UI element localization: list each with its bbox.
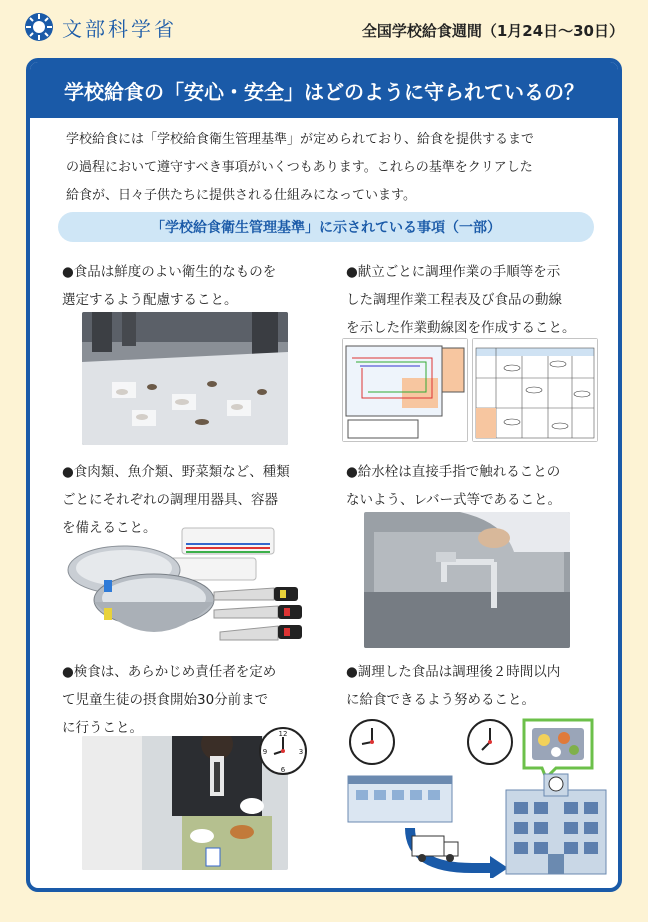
item-line: ●給水栓は直接手指で触れることの: [346, 464, 561, 480]
item-line: て児童生徒の摂食開始30分前まで: [62, 692, 269, 708]
intro-line: 給食が、日々子供たちに提供される仕組みになっています。: [66, 188, 416, 203]
item-line: に行うこと。: [62, 720, 143, 736]
item-line: ごとにそれぞれの調理用器具、容器: [62, 492, 278, 508]
item-fresh-food: [62, 258, 276, 314]
food-inspection-photo: [82, 312, 288, 445]
work-process-table-image: [472, 338, 598, 442]
svg-text:6: 6: [280, 766, 286, 774]
svg-text:9: 9: [262, 748, 268, 756]
logo-mark-icon: [24, 12, 54, 42]
school-icon: [506, 774, 606, 874]
clock-icon: [258, 726, 308, 776]
item-line: ないよう、レバー式等であること。: [346, 492, 562, 508]
item-line: を示した作業動線図を作成すること。: [346, 320, 576, 336]
svg-text:3: 3: [298, 748, 304, 756]
intro-line: 学校給食には「学校給食衛生管理基準」が定められており、給食を提供するまで: [66, 132, 535, 147]
delivery-illustration: [342, 718, 608, 878]
section-heading: [58, 212, 594, 242]
org-name: 文部科学省: [62, 16, 177, 41]
item-line: 選定するよう配慮すること。: [62, 292, 238, 308]
svg-text:12: 12: [278, 730, 288, 738]
item-line: した調理作業工程表及び食品の動線: [346, 292, 562, 308]
knife-icon: [214, 587, 302, 640]
ministry-logo: [24, 12, 177, 42]
item-line: ●調理した食品は調理後２時間以内: [346, 664, 561, 680]
item-line: に給食できるよう努めること。: [346, 692, 535, 708]
utensils-image: [64, 522, 304, 652]
page-title: 学校給食の「安心・安全」はどのように守られているの？: [64, 79, 584, 104]
flow-diagram-image: [342, 338, 468, 442]
week-title: 全国学校給食週間（1月24日〜30日）: [361, 22, 624, 40]
item-lever-faucet: [346, 458, 561, 514]
item-line: ●食品は鮮度のよい衛生的なものを: [62, 264, 277, 280]
section-heading-text: 「学校給食衛生管理基準」に示されている事項（一部）: [151, 220, 501, 236]
item-food-testing: [62, 658, 276, 742]
clock-icon: [350, 720, 394, 764]
item-line: ●献立ごとに調理作業の手順等を示: [346, 264, 561, 280]
page-header: [0, 0, 648, 58]
cutting-board-icon: [164, 528, 274, 580]
intro-line: の過程において遵守すべき事項がいくつもあります。これらの基準をクリアした: [66, 160, 533, 175]
title-bar: [30, 62, 618, 118]
clock-icon: [468, 720, 512, 764]
item-line: ●検食は、あらかじめ責任者を定め: [62, 664, 277, 680]
intro-paragraph: [66, 126, 586, 210]
item-line: を備えること。: [62, 520, 157, 536]
item-work-schedule: [346, 258, 576, 342]
faucet-photo: [364, 512, 570, 648]
item-serve-within-2h: [346, 658, 560, 714]
main-card: [26, 58, 622, 892]
factory-icon: [348, 776, 452, 822]
item-line: ●食肉類、魚介類、野菜類など、種類: [62, 464, 290, 480]
food-tray-icon: [524, 720, 592, 778]
